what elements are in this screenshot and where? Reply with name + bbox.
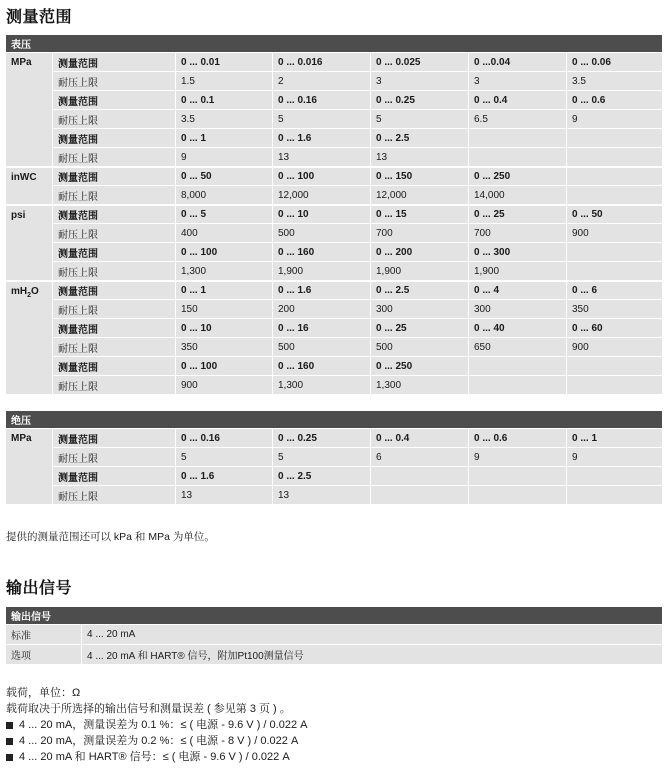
overload-label: 耐压上限	[53, 72, 176, 91]
overload-value: 500	[371, 338, 469, 357]
range-value: 0 ... 150	[371, 167, 469, 186]
overload-value: 3	[371, 72, 469, 91]
range-value	[567, 243, 663, 262]
overload-label: 耐压上限	[53, 262, 176, 281]
range-label: 测量范围	[53, 467, 176, 486]
table-row	[6, 376, 663, 395]
overload-value: 1,900	[371, 262, 469, 281]
overload-value: 13	[273, 486, 371, 505]
overload-label: 耐压上限	[53, 224, 176, 243]
section-title-measuring-range: 测量范围	[6, 9, 73, 26]
unit-cell: $mH_2O$	[6, 281, 53, 395]
table-row	[6, 72, 663, 91]
range-value: 0 ... 2.5	[371, 281, 469, 300]
range-value: 0 ... 10	[176, 319, 273, 338]
range-value: 0 ... 0.16	[176, 429, 273, 448]
overload-value	[567, 262, 663, 281]
range-value: 0 ... 200	[371, 243, 469, 262]
range-value: 0 ... 25	[371, 319, 469, 338]
table-row	[6, 467, 663, 486]
table-row	[6, 167, 663, 186]
range-value: 0 ... 0.6	[567, 91, 663, 110]
range-value: 0 ... 2.5	[371, 129, 469, 148]
range-value	[469, 467, 567, 486]
range-label: 测量范围	[53, 281, 176, 300]
overload-label: 耐压上限	[53, 338, 176, 357]
overload-value: 6	[371, 448, 469, 467]
unit-subscript: 2	[27, 292, 32, 299]
range-value: 0 ... 100	[176, 243, 273, 262]
load-description: 载荷取决于所选择的输出信号和测量误差 ( 参见第 3 页 ) 。	[6, 703, 291, 715]
table-row	[6, 645, 663, 665]
range-value	[567, 167, 663, 186]
range-value: 0 ...0.04	[469, 53, 567, 72]
range-value: 0 ... 6	[567, 281, 663, 300]
unit-cell: psi	[6, 205, 53, 281]
overload-value: 6.5	[469, 110, 567, 129]
range-value: 0 ... 0.16	[273, 91, 371, 110]
overload-value: 300	[371, 300, 469, 319]
overload-value: 9	[567, 110, 663, 129]
bullet-text: 4 ... 20 mA，测量误差为 0.2 %：≤ ( 电源 - 8 V ) / 0.022 A	[19, 735, 299, 747]
range-value	[371, 467, 469, 486]
range-value: 0 ... 0.06	[567, 53, 663, 72]
table-row	[6, 262, 663, 281]
range-value: 0 ... 100	[273, 167, 371, 186]
table-row	[6, 129, 663, 148]
absolute-pressure-table	[6, 411, 663, 505]
overload-value: 3	[469, 72, 567, 91]
range-value: 0 ... 60	[567, 319, 663, 338]
load-section	[6, 685, 307, 765]
range-value	[567, 467, 663, 486]
table-row	[6, 486, 663, 505]
overload-value: 350	[567, 300, 663, 319]
overload-label: 耐压上限	[53, 300, 176, 319]
table-row	[6, 625, 663, 645]
range-value: 0 ... 4	[469, 281, 567, 300]
overload-value: 500	[273, 338, 371, 357]
range-value: 0 ... 0.6	[469, 429, 567, 448]
overload-value: 2	[273, 72, 371, 91]
table-row	[6, 429, 663, 448]
section-title-output-signal: 输出信号	[6, 580, 73, 597]
table-row	[6, 224, 663, 243]
output-signal-table	[6, 607, 663, 665]
overload-label: 耐压上限	[53, 376, 176, 395]
table-row	[6, 91, 663, 110]
range-value: 0 ... 100	[176, 357, 273, 376]
overload-value: 1,900	[273, 262, 371, 281]
overload-label: 耐压上限	[53, 186, 176, 205]
table-row	[6, 53, 663, 72]
range-label: 测量范围	[53, 429, 176, 448]
overload-value: 5	[371, 110, 469, 129]
range-value: 0 ... 15	[371, 205, 469, 224]
table-row	[6, 357, 663, 376]
range-value: 0 ... 1	[176, 281, 273, 300]
overload-value: 5	[176, 448, 273, 467]
table-row	[6, 110, 663, 129]
table-header: 输出信号	[6, 607, 663, 625]
bullet-text: 4 ... 20 mA 和 HART® 信号：≤ ( 电源 - 9.6 V ) / 0.022 A	[19, 751, 290, 763]
range-value: 0 ... 0.016	[273, 53, 371, 72]
output-value: 4 ... 20 mA	[82, 625, 663, 645]
output-value: 4 ... 20 mA 和 HART® 信号，附加Pt100测量信号	[82, 645, 663, 665]
overload-value: 14,000	[469, 186, 567, 205]
unit-cell: inWC	[6, 167, 53, 205]
load-bullet-list	[6, 717, 307, 765]
unit-cell: MPa	[6, 53, 53, 167]
range-value: 0 ... 1	[176, 129, 273, 148]
range-label: 测量范围	[53, 129, 176, 148]
unit-cell: MPa	[6, 429, 53, 505]
overload-value	[371, 486, 469, 505]
range-value: 0 ... 0.25	[273, 429, 371, 448]
range-label: 测量范围	[53, 357, 176, 376]
overload-value	[567, 486, 663, 505]
range-value: 0 ... 0.25	[371, 91, 469, 110]
overload-value: 3.5	[567, 72, 663, 91]
table-header: 表压	[6, 35, 663, 53]
range-value: 0 ... 1.6	[273, 129, 371, 148]
table-row	[6, 148, 663, 167]
range-value: 0 ... 250	[371, 357, 469, 376]
overload-value: 150	[176, 300, 273, 319]
range-value	[469, 129, 567, 148]
range-value: 0 ... 160	[273, 243, 371, 262]
overload-value: 900	[176, 376, 273, 395]
range-value: 0 ... 10	[273, 205, 371, 224]
overload-value	[469, 486, 567, 505]
overload-value: 500	[273, 224, 371, 243]
range-value: 0 ... 25	[469, 205, 567, 224]
overload-value	[469, 376, 567, 395]
overload-value: 1,900	[469, 262, 567, 281]
overload-value: 700	[371, 224, 469, 243]
range-value: 0 ... 50	[176, 167, 273, 186]
overload-value: 13	[176, 486, 273, 505]
overload-value: 9	[567, 448, 663, 467]
range-value	[567, 357, 663, 376]
range-label: 测量范围	[53, 319, 176, 338]
output-label: 标准	[6, 625, 82, 645]
bullet-square-icon	[6, 722, 13, 729]
range-value: 0 ... 1.6	[273, 281, 371, 300]
range-value: 0 ... 250	[469, 167, 567, 186]
overload-value: 8,000	[176, 186, 273, 205]
overload-value: 400	[176, 224, 273, 243]
range-value: 0 ... 5	[176, 205, 273, 224]
overload-value: 900	[567, 224, 663, 243]
range-value: 0 ... 1.6	[176, 467, 273, 486]
overload-value: 1.5	[176, 72, 273, 91]
range-label: 测量范围	[53, 91, 176, 110]
range-label: 测量范围	[53, 205, 176, 224]
overload-value: 9	[469, 448, 567, 467]
range-value: 0 ... 0.01	[176, 53, 273, 72]
overload-value: 5	[273, 110, 371, 129]
table-row	[6, 319, 663, 338]
range-value: 0 ... 0.4	[469, 91, 567, 110]
overload-value: 9	[176, 148, 273, 167]
overload-value: 12,000	[273, 186, 371, 205]
bullet-item	[6, 749, 307, 765]
range-value	[567, 129, 663, 148]
bullet-item	[6, 717, 307, 733]
range-label: 测量范围	[53, 243, 176, 262]
gauge-pressure-table	[6, 35, 663, 395]
overload-label: 耐压上限	[53, 110, 176, 129]
overload-value: 350	[176, 338, 273, 357]
range-value: 0 ... 1	[567, 429, 663, 448]
overload-value: 300	[469, 300, 567, 319]
table-row	[6, 300, 663, 319]
range-value: 0 ... 40	[469, 319, 567, 338]
overload-value: 900	[567, 338, 663, 357]
range-label: 测量范围	[53, 167, 176, 186]
overload-value	[567, 186, 663, 205]
range-value: 0 ... 16	[273, 319, 371, 338]
overload-label: 耐压上限	[53, 486, 176, 505]
units-note: 提供的测量范围还可以 kPa 和 MPa 为单位。	[6, 531, 215, 543]
overload-value	[567, 148, 663, 167]
table-row	[6, 205, 663, 224]
overload-label: 耐压上限	[53, 148, 176, 167]
overload-value: 700	[469, 224, 567, 243]
range-label: 测量范围	[53, 53, 176, 72]
overload-value: 1,300	[176, 262, 273, 281]
bullet-text: 4 ... 20 mA，测量误差为 0.1 %：≤ ( 电源 - 9.6 V ) / 0.022 A	[19, 719, 308, 731]
table-row	[6, 186, 663, 205]
overload-value: 3.5	[176, 110, 273, 129]
overload-value	[469, 148, 567, 167]
overload-value: 12,000	[371, 186, 469, 205]
table-row	[6, 281, 663, 300]
overload-value: 13	[273, 148, 371, 167]
range-value: 0 ... 0.025	[371, 53, 469, 72]
range-value: 0 ... 300	[469, 243, 567, 262]
load-title: 载荷，单位：Ω	[6, 687, 81, 699]
bullet-item	[6, 733, 307, 749]
overload-value: 1,300	[371, 376, 469, 395]
overload-value: 5	[273, 448, 371, 467]
range-value: 0 ... 50	[567, 205, 663, 224]
overload-label: 耐压上限	[53, 448, 176, 467]
range-value: 0 ... 2.5	[273, 467, 371, 486]
overload-value: 13	[371, 148, 469, 167]
range-value: 0 ... 0.1	[176, 91, 273, 110]
overload-value: 200	[273, 300, 371, 319]
bullet-square-icon	[6, 738, 13, 745]
range-value: 0 ... 160	[273, 357, 371, 376]
bullet-square-icon	[6, 754, 13, 761]
table-header: 绝压	[6, 411, 663, 429]
overload-value: 1,300	[273, 376, 371, 395]
overload-value	[567, 376, 663, 395]
overload-value: 650	[469, 338, 567, 357]
range-value	[469, 357, 567, 376]
range-value: 0 ... 0.4	[371, 429, 469, 448]
output-label: 选项	[6, 645, 82, 665]
table-row	[6, 448, 663, 467]
table-row	[6, 243, 663, 262]
table-row	[6, 338, 663, 357]
